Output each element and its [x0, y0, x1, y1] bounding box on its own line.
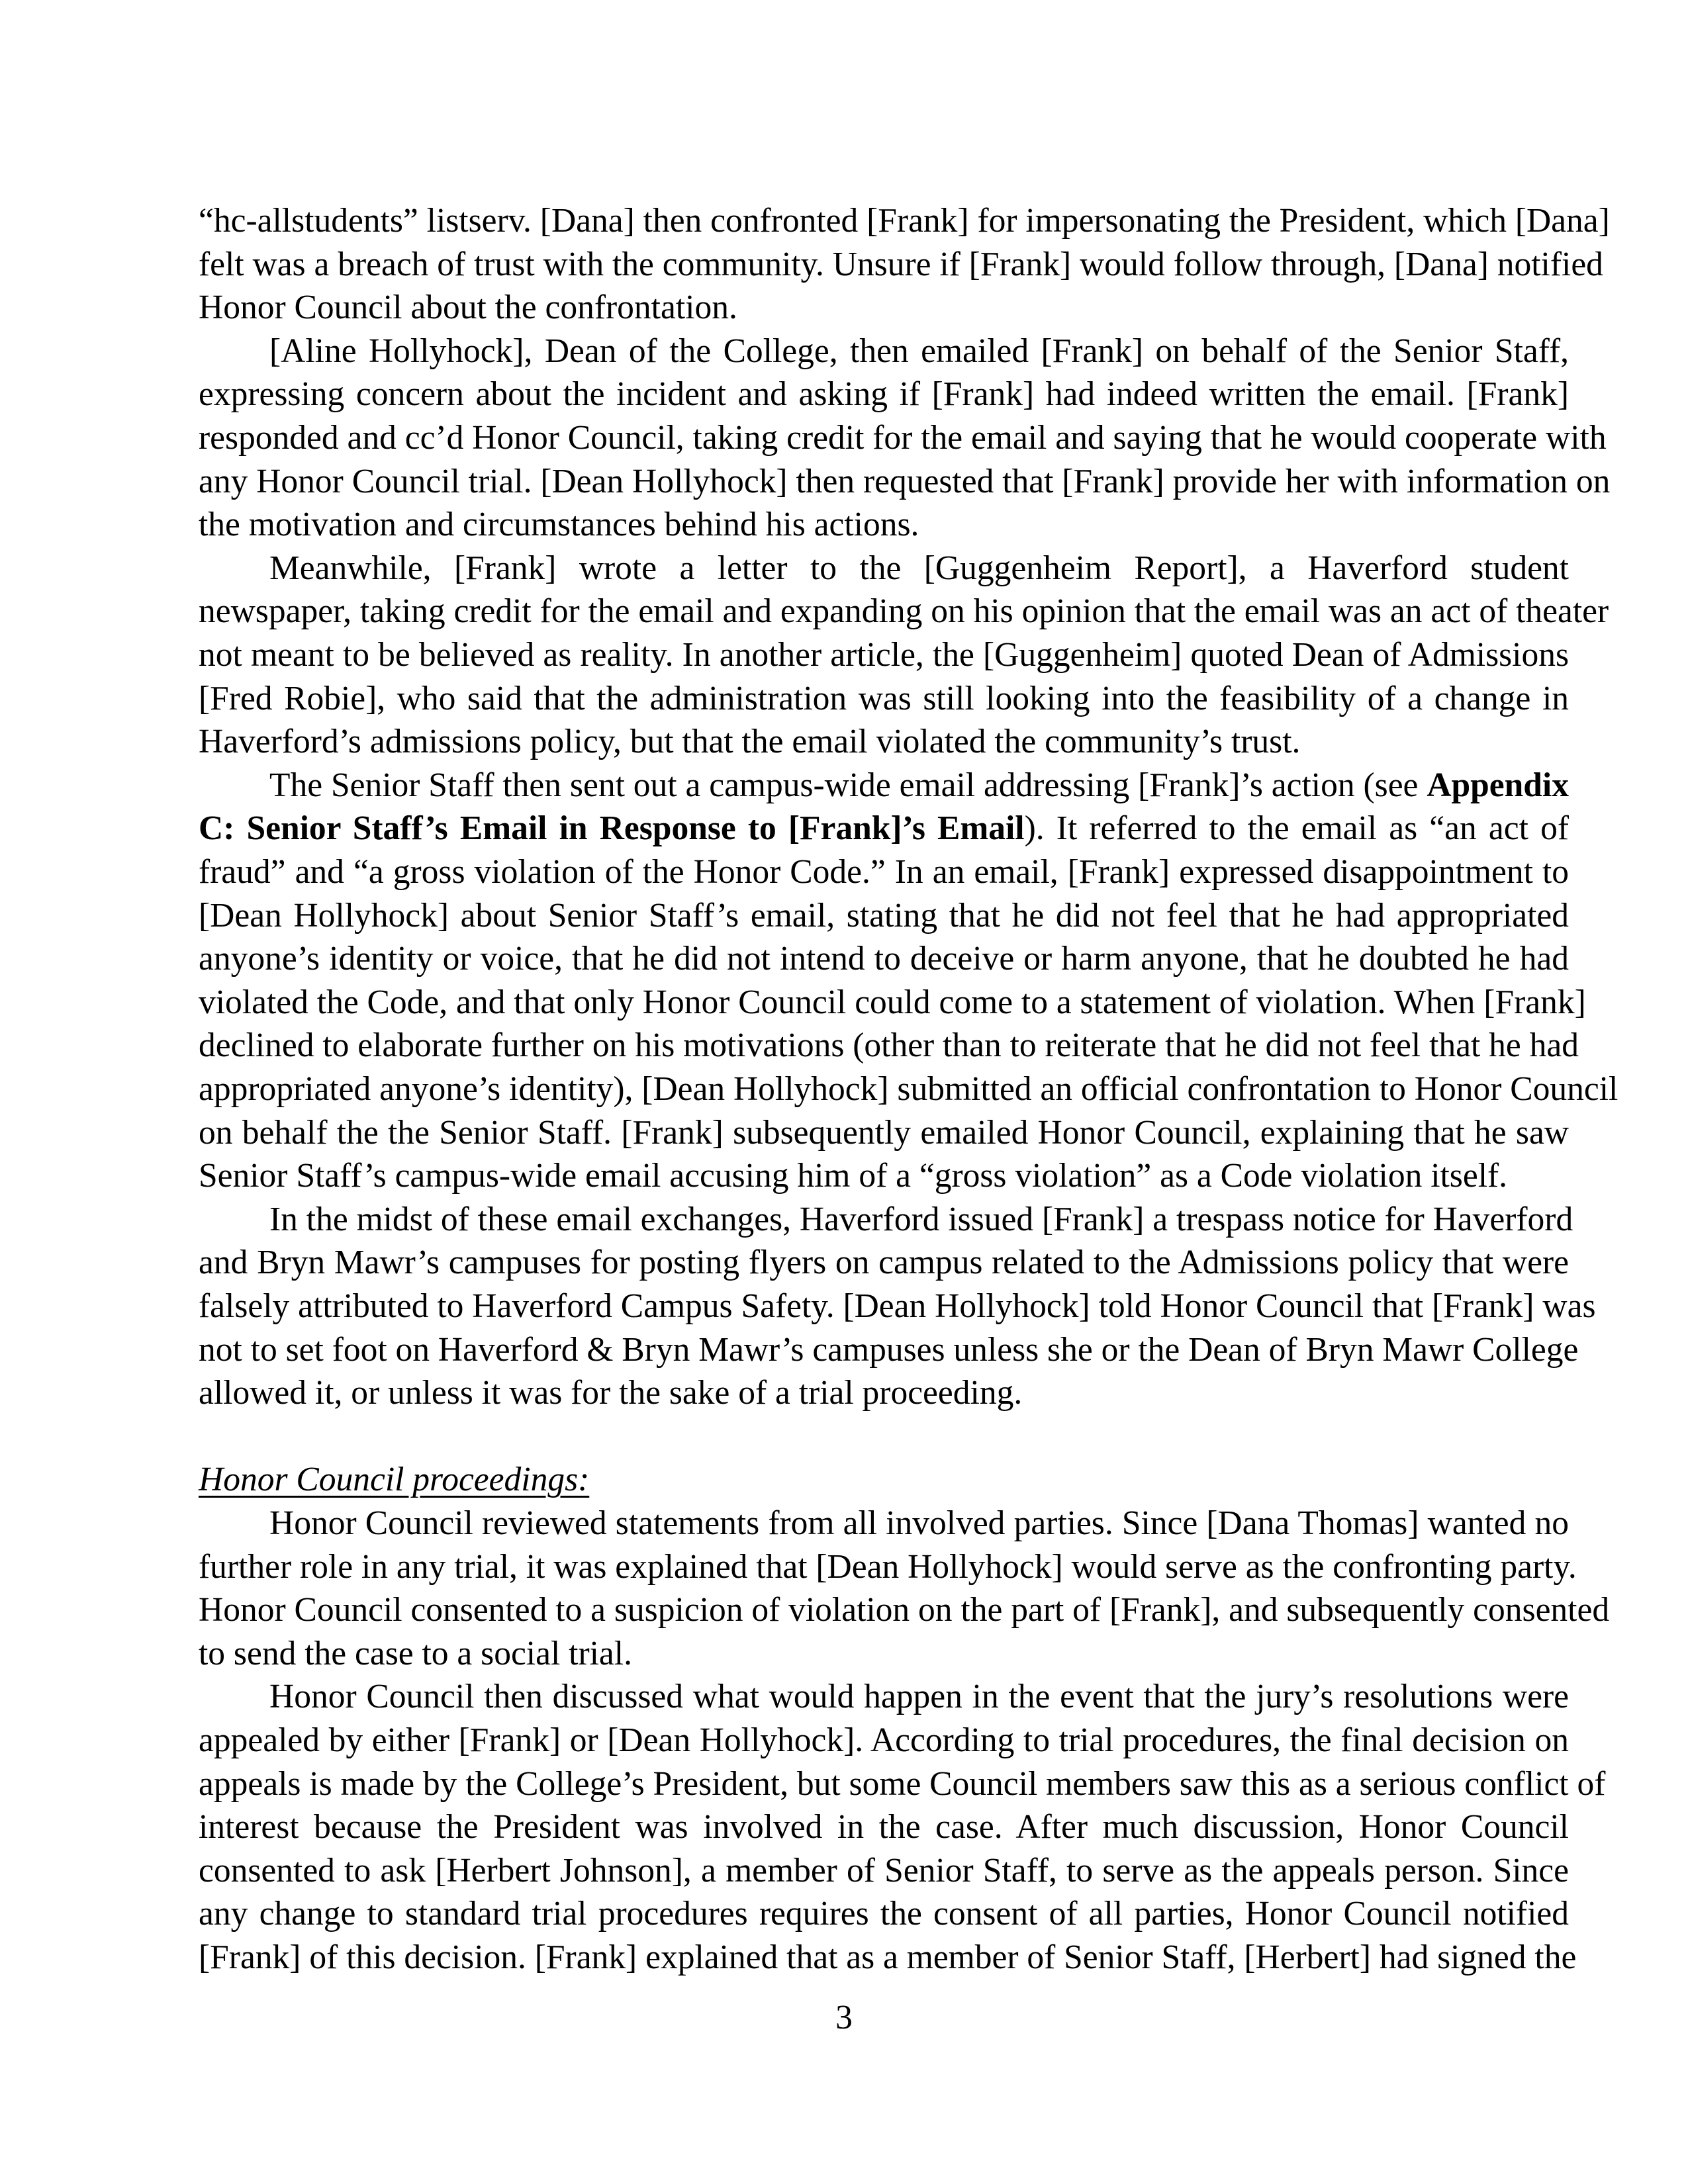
- text-segment: any Honor Council trial. [Dean Hollyhock] then requested that [Frank] provide her with information on: [199, 462, 1611, 500]
- text-line: [199, 286, 1569, 330]
- text-segment: Senior Staff’s campus-wide email accusing him of a “gross violation” as a Code violation itself.: [199, 1157, 1508, 1195]
- text-segment: responded and cc’d Honor Council, taking credit for the email and saying that he would cooperate with: [199, 419, 1607, 457]
- text-line: [199, 807, 1569, 850]
- text-segment: fraud” and “a gross violation of the Honor Code.” In an email, [Frank] expressed disappointment to: [199, 853, 1569, 891]
- text-segment: to send the case to a social trial.: [199, 1634, 632, 1672]
- text-line: [199, 894, 1569, 938]
- text-line: [269, 1675, 1569, 1719]
- text-line: [199, 1024, 1579, 1068]
- text-segment: not to set foot on Haverford & Bryn Mawr’s campuses unless she or the Dean of Bryn Mawr College: [199, 1330, 1579, 1369]
- text-segment: appeals is made by the College’s President, but some Council members saw this as a serious conflict of: [199, 1764, 1606, 1803]
- text-line: [269, 764, 1569, 807]
- page-number: 3: [835, 1999, 853, 2036]
- text-segment: violated the Code, and that only Honor Council could come to a statement of violation. When [Frank]: [199, 983, 1586, 1021]
- text-line: [199, 1762, 1606, 1806]
- text-segment: the motivation and circumstances behind his actions.: [199, 506, 919, 544]
- text-segment: falsely attributed to Haverford Campus Safety. [Dean Hollyhock] told Honor Council that [Frank] was: [199, 1287, 1596, 1325]
- text-segment: expressing concern about the incident and asking if [Frank] had indeed written the email. [Frank]: [199, 375, 1569, 414]
- text-segment: appropriated anyone’s identity), [Dean Hollyhock] submitted an official confrontation to Honor Council: [199, 1070, 1618, 1108]
- text-line: [199, 1241, 1569, 1285]
- text-segment: Honor Council proceedings:: [199, 1461, 590, 1499]
- text-segment: In the midst of these email exchanges, Haverford issued [Frank] a trespass notice for Haverford: [269, 1200, 1573, 1238]
- text-segment: Honor Council reviewed statements from all involved parties. Since [Dana Thomas] wanted no: [269, 1504, 1569, 1542]
- text-segment: on behalf the the Senior Staff. [Frank] subsequently emailed Honor Council, explaining that he saw: [199, 1113, 1569, 1152]
- text-line: [269, 1198, 1573, 1242]
- text-line: [199, 373, 1569, 416]
- text-segment: [Frank] of this decision. [Frank] explained that as a member of Senior Staff, [Herbert] had signed the: [199, 1938, 1577, 1976]
- text-line: [199, 1936, 1577, 1979]
- text-segment: ). It referred to the email as “an act of: [1024, 809, 1569, 848]
- text-line: [199, 1068, 1618, 1111]
- text-line: [199, 850, 1569, 894]
- text-segment: [Dean Hollyhock] about Senior Staff’s email, stating that he did not feel that he had appropriated: [199, 896, 1569, 934]
- text-line: [199, 460, 1611, 504]
- text-segment: any change to standard trial procedures requires the consent of all parties, Honor Council notified: [199, 1895, 1569, 1933]
- text-segment: consented to ask [Herbert Johnson], a member of Senior Staff, to serve as the appeals person. Since: [199, 1851, 1569, 1889]
- text-segment: The Senior Staff then sent out a campus-wide email addressing [Frank]’s action (see: [269, 766, 1427, 804]
- text-segment: felt was a breach of trust with the community. Unsure if [Frank] would follow through, [Dana] notified: [199, 245, 1603, 283]
- text-line: [199, 1545, 1577, 1589]
- text-line: [199, 720, 1569, 764]
- text-line: [199, 1719, 1569, 1762]
- text-line: [199, 981, 1586, 1024]
- text-line: [199, 1892, 1569, 1936]
- text-segment: further role in any trial, it was explained that [Dean Hollyhock] would serve as the confronting party.: [199, 1547, 1577, 1586]
- text-line: [199, 1111, 1569, 1155]
- text-line: [199, 416, 1607, 460]
- text-line: [269, 330, 1569, 373]
- text-segment: “hc-allstudents” listserv. [Dana] then confronted [Frank] for impersonating the President, which [Dana]: [199, 202, 1610, 240]
- text-line: [199, 1371, 1569, 1415]
- text-segment: Honor Council consented to a suspicion of violation on the part of [Frank], and subsequently consented: [199, 1591, 1610, 1629]
- text-segment: Honor Council then discussed what would happen in the event that the jury’s resolutions were: [269, 1678, 1569, 1716]
- text-line: [269, 547, 1569, 590]
- text-segment: allowed it, or unless it was for the sake of a trial proceeding.: [199, 1374, 1023, 1412]
- text-line: [199, 1154, 1569, 1198]
- text-segment: Honor Council about the confrontation.: [199, 289, 737, 327]
- text-segment: [Fred Robie], who said that the administration was still looking into the feasibility of a change in: [199, 679, 1569, 717]
- text-segment: declined to elaborate further on his motivations (other than to reiterate that he did not feel that he had: [199, 1026, 1579, 1065]
- text-line: [199, 1805, 1569, 1849]
- bold-reference: Appendix: [1427, 766, 1569, 804]
- text-line: [199, 1285, 1596, 1328]
- text-segment: and Bryn Mawr’s campuses for posting flyers on campus related to the Admissions policy that were: [199, 1244, 1569, 1282]
- text-segment: newspaper, taking credit for the email and expanding on his opinion that the email was an act of theater: [199, 592, 1609, 631]
- bold-reference: C: Senior Staff’s Email in Response to [Frank]’s Email: [199, 809, 1025, 848]
- text-line: [199, 1328, 1579, 1372]
- text-segment: appealed by either [Frank] or [Dean Hollyhock]. According to trial procedures, the final decision on: [199, 1721, 1569, 1759]
- text-segment: interest because the President was involved in the case. After much discussion, Honor Council: [199, 1808, 1569, 1846]
- text-line: [199, 503, 1569, 547]
- text-line: [199, 1588, 1610, 1632]
- section-heading: [199, 1458, 1569, 1502]
- text-line: [199, 590, 1609, 633]
- text-line: [199, 937, 1569, 981]
- text-segment: anyone’s identity or voice, that he did not intend to deceive or harm anyone, that he doubted he had: [199, 940, 1569, 978]
- text-line: [199, 677, 1569, 721]
- text-line: [199, 243, 1603, 287]
- text-line: [199, 1632, 1569, 1676]
- text-segment: Meanwhile, [Frank] wrote a letter to the [Guggenheim Report], a Haverford student: [269, 549, 1569, 587]
- text-segment: not meant to be believed as reality. In another article, the [Guggenheim] quoted Dean of Admissions: [199, 636, 1569, 674]
- text-line: [199, 1849, 1569, 1893]
- text-line: [199, 633, 1569, 677]
- text-line: [269, 1502, 1569, 1545]
- text-line: [199, 199, 1610, 243]
- text-segment: Haverford’s admissions policy, but that the email violated the community’s trust.: [199, 723, 1301, 761]
- text-segment: [Aline Hollyhock], Dean of the College, then emailed [Frank] on behalf of the Senior Staff,: [269, 332, 1569, 370]
